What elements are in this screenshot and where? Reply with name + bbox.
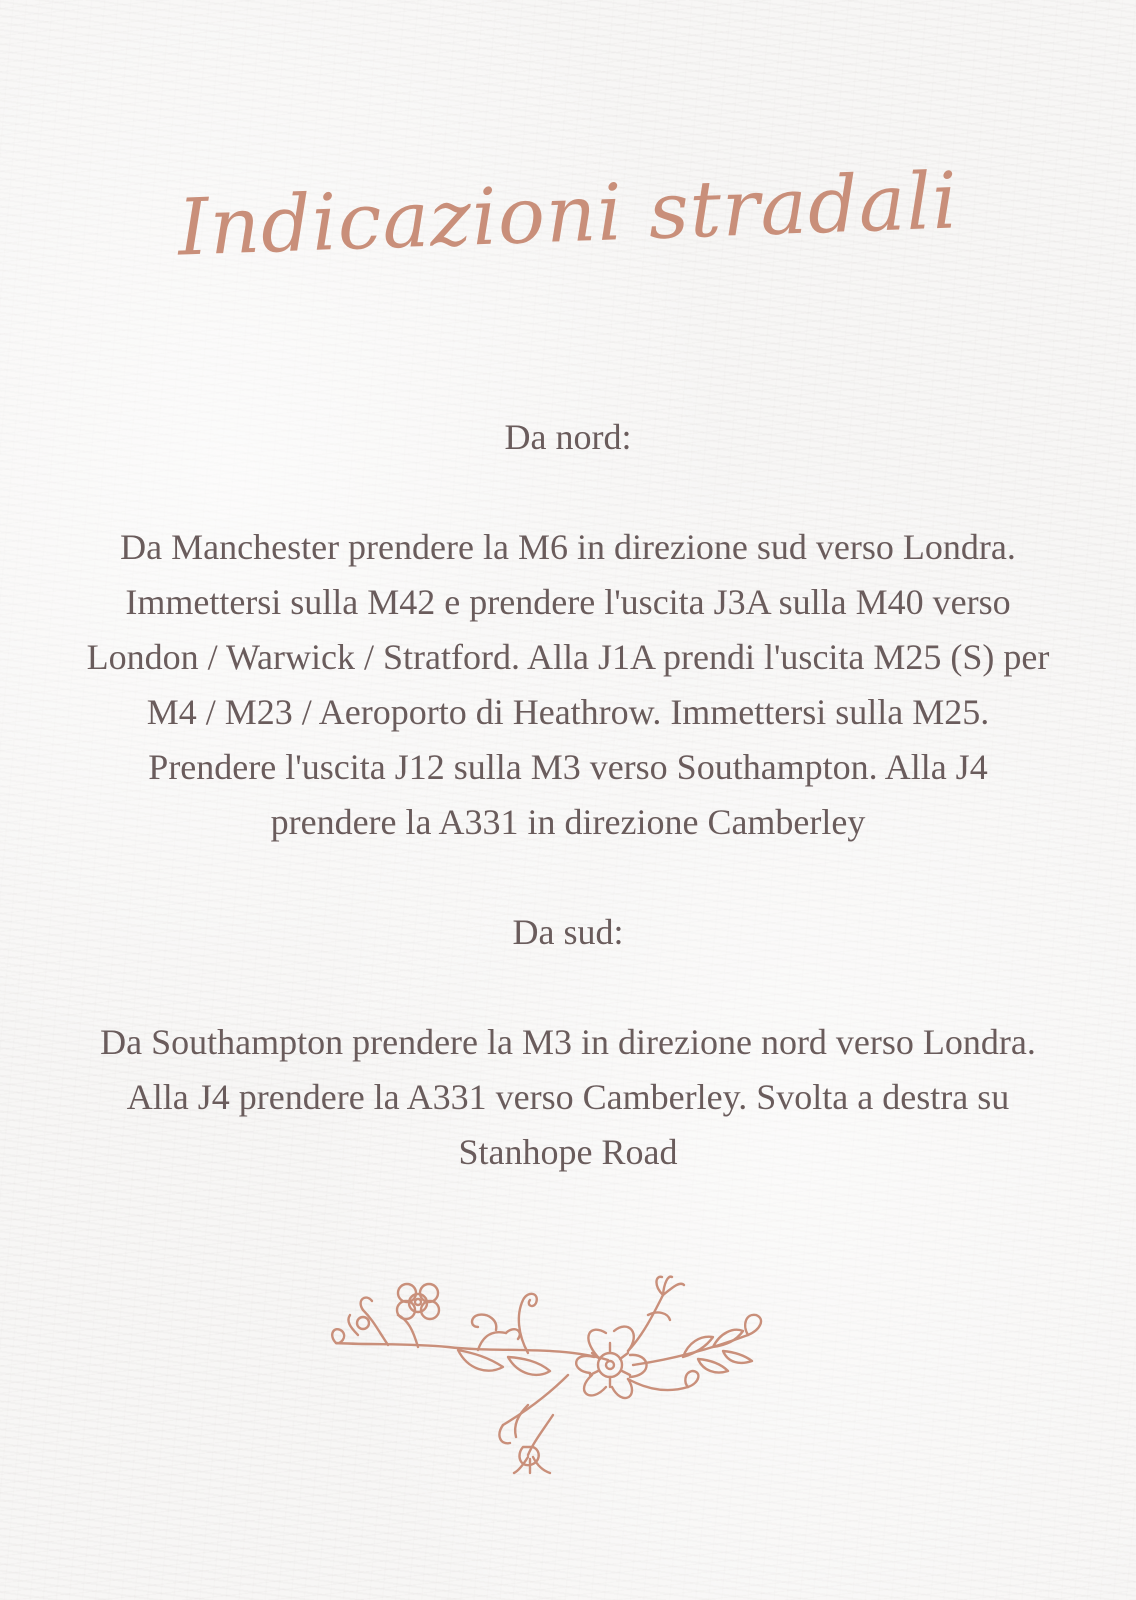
page-title: Indicazioni stradali [176, 156, 960, 274]
section-heading-north: Da nord: [504, 417, 632, 457]
floral-flourish-icon [328, 1275, 778, 1475]
section-text-south: Da Southampton prendere la M3 in direzione nord verso Londra. Alla J4 prendere la A331 verso Camberley. Svolta a destra su Stanhope Road [100, 1022, 1036, 1172]
directions-content [86, 410, 1050, 1180]
section-text-north: Da Manchester prendere la M6 in direzione sud verso Londra. Immettersi sulla M42 e prendere l'uscita J3A sulla M40 verso London / Warwick / Stratford. Alla J1A prendi l'uscita M25 (S) per M4 / M23 / Aeroporto di Heathrow. Immettersi sulla M25. Prendere l'uscita J12 sulla M3 verso Southampton. Alla J4 prendere la A331 in direzione Camberley [86, 527, 1050, 842]
section-heading-south: Da sud: [512, 912, 624, 952]
